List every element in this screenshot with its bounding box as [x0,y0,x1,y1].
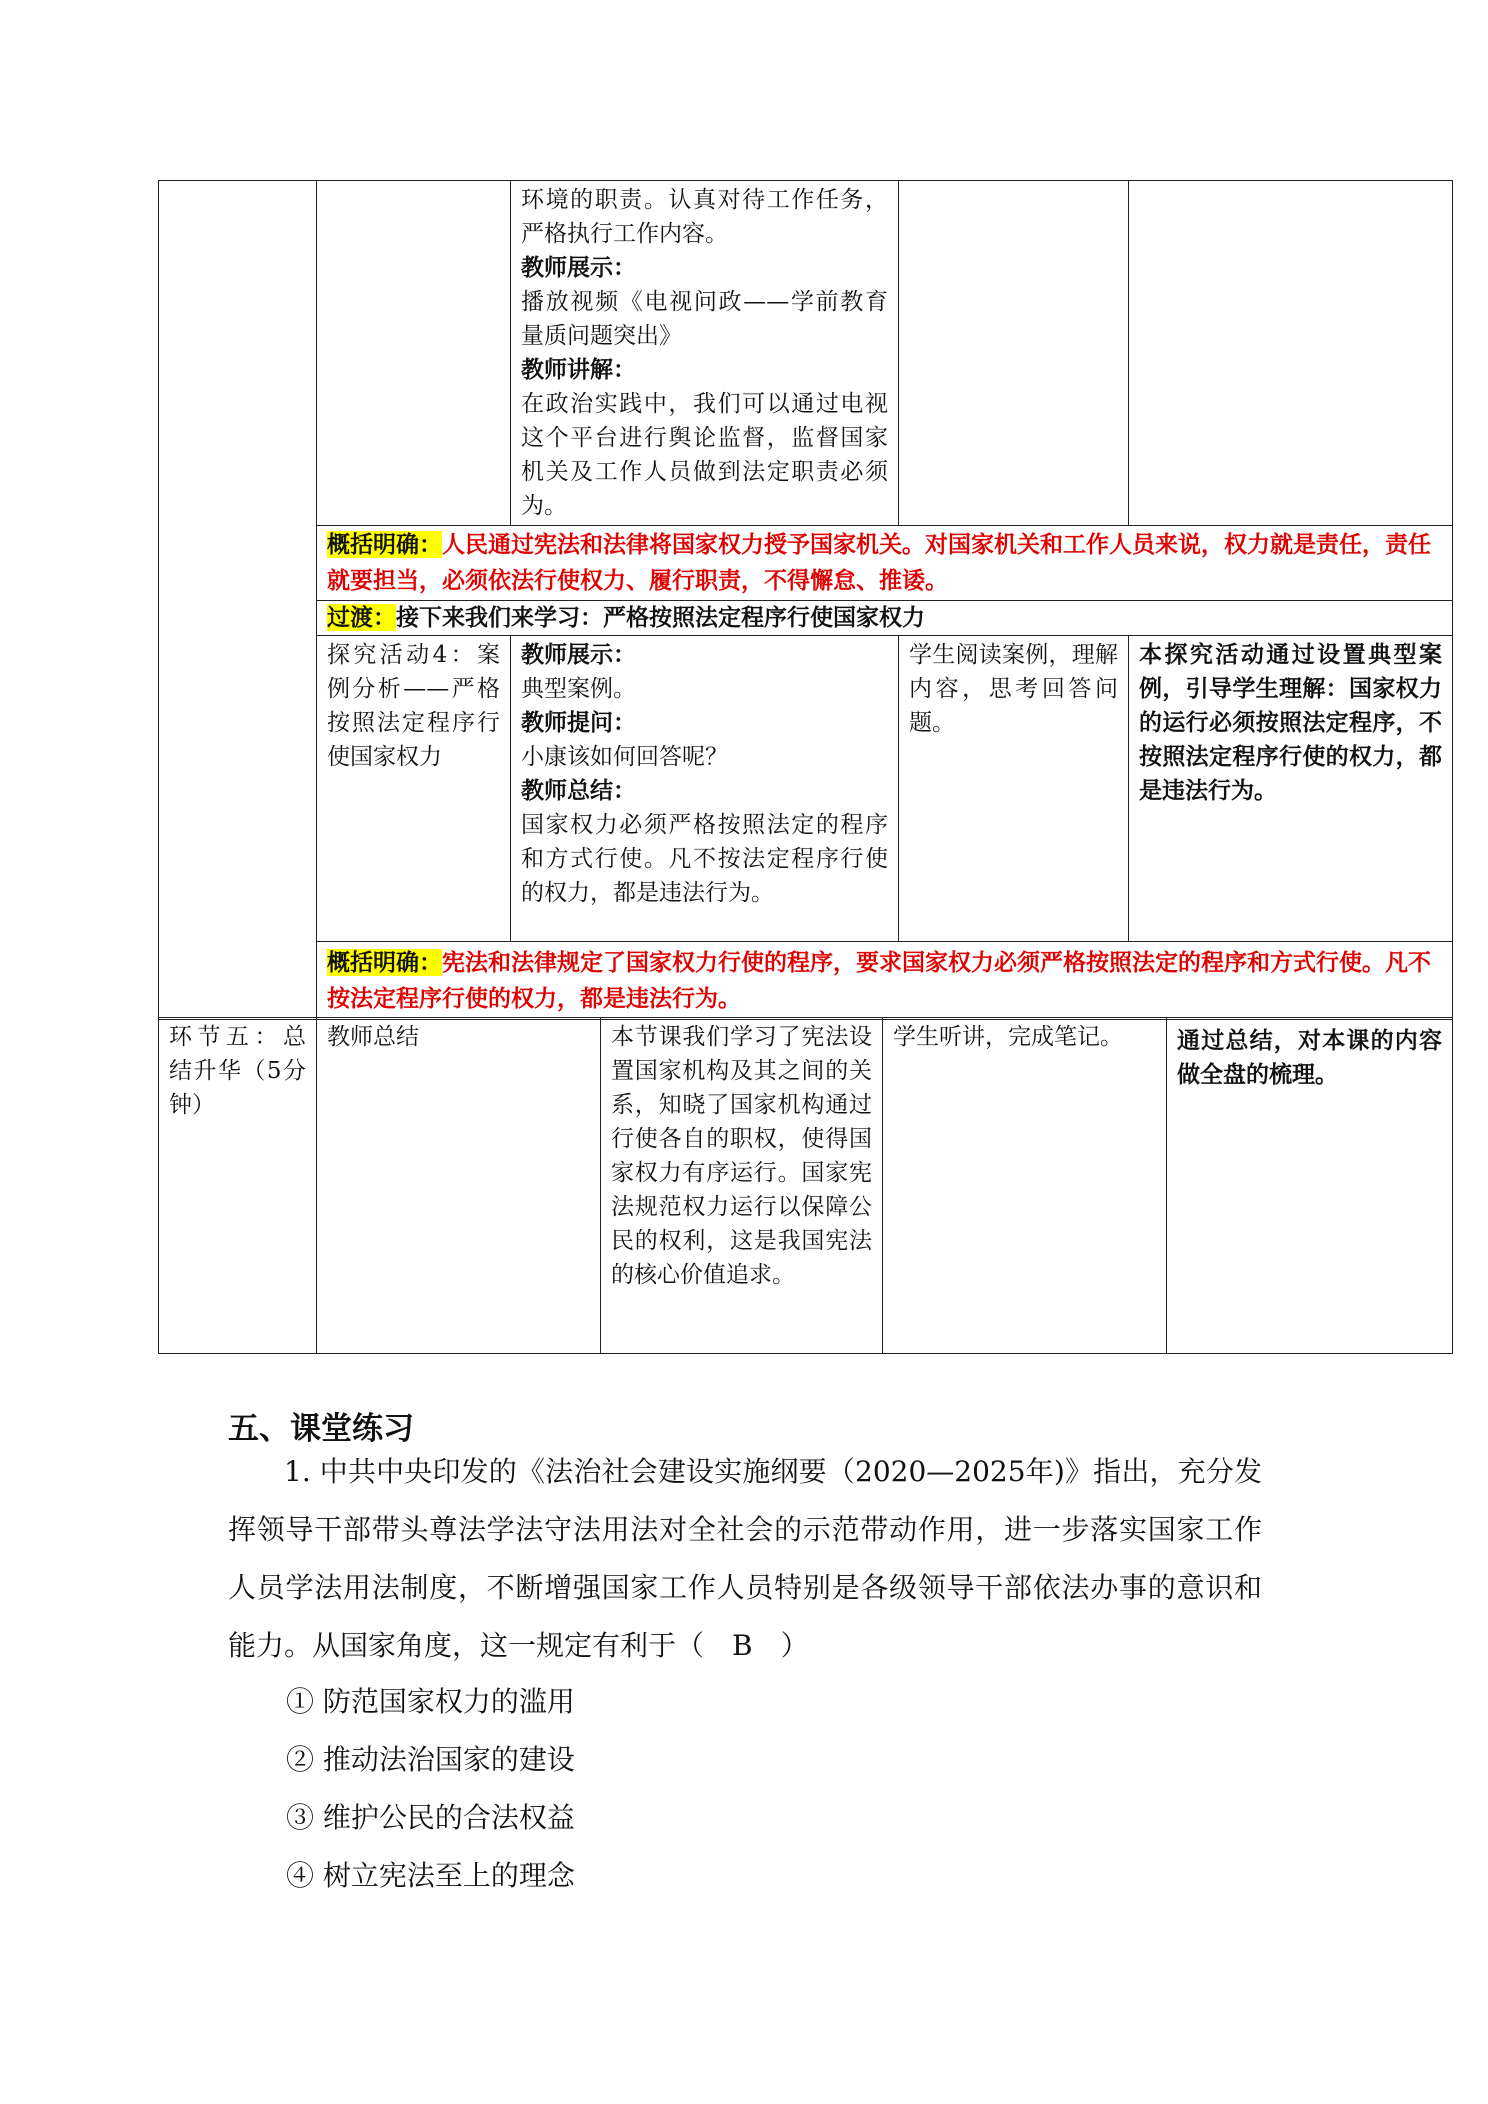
cell-text: 环境的职责。认真对待工作任务，严格执行工作内容。 [521,187,888,247]
cell-activity-name: 探究活动4：案例分析——严格按照法定程序行使国家权力 [317,636,511,942]
cell-text: 在政治实践中，我们可以通过电视这个平台进行舆论监督，监督国家机关及工作人员做到法定职责必须为。 [521,391,888,519]
cell-student-activity: 学生听讲，完成笔记。 [883,1018,1167,1354]
teacher-explain-label: 教师讲解： [521,356,636,383]
summary-row [317,942,1453,1020]
question-1: 1. 中共中央印发的《法治社会建设实施纲要（2020—2025年)》指出，充分发挥领导干部带头尊法学法守法用法对全社会的示范带动作用，进一步落实国家工作人员学法用法制度，不断增强国家工作人员特别是各级领导干部依法办事的意识和能力。从国家角度，这一规定有利于（ B ） [228,1455,1262,1662]
answer-option: ④ 树立宪法至上的理念 [286,1859,575,1892]
summary-label: 概括明确： [327,531,442,558]
teacher-show-label: 教师展示： [521,254,636,281]
teacher-show-label: 教师展示： [521,641,636,668]
cell-teacher-activity [511,636,899,942]
cell-activity-empty [317,181,511,526]
summary-label: 概括明确： [327,949,442,976]
cell-text: 小康该如何回答呢？ [521,744,728,770]
cell-student-activity: 学生阅读案例，理解内容，思考回答问题。 [899,636,1129,942]
cell-text: 国家权力必须严格按照法定的程序和方式行使。凡不按法定程序行使的权力，都是违法行为。 [521,812,888,906]
cell-activity-name: 教师总结 [317,1018,601,1354]
teacher-summary-label: 教师总结： [521,777,636,804]
transition-label: 过渡： [327,604,396,631]
cell-text: 播放视频《电视问政——学前教育量质问题突出》 [521,289,888,349]
summary-text: 宪法和法律规定了国家权力行使的程序，要求国家权力必须严格按照法定的程序和方式行使。凡不按法定程序行使的权力，都是违法行为。 [327,949,1431,1012]
cell-intent-empty [1129,181,1453,526]
answer-option: ② 推动法治国家的建设 [286,1743,575,1776]
cell-teacher-activity [511,181,899,526]
transition-text: 接下来我们来学习：严格按照法定程序行使国家权力 [396,604,925,631]
cell-teacher-activity: 本节课我们学习了宪法设置国家机构及其之间的关系，知晓了国家机构通过行使各自的职权，使得国家权力有序运行。国家宪法规范权力运行以保障公民的权利，这是我国宪法的核心价值追求。 [601,1018,883,1354]
lesson-table-summary [158,1017,1453,1354]
lesson-table-top [158,180,1453,1020]
transition-row [317,601,1453,636]
answer-option: ③ 维护公民的合法权益 [286,1801,575,1834]
teacher-question-label: 教师提问： [521,709,636,736]
cell-student-empty [899,181,1129,526]
summary-text: 人民通过宪法和法律将国家权力授予国家机关。对国家机关和工作人员来说，权力就是责任，责任就要担当，必须依法行使权力、履行职责，不得懈怠、推诿。 [327,531,1431,594]
cell-design-intent: 通过总结，对本课的内容做全盘的梳理。 [1167,1018,1453,1354]
answer-option: ① 防范国家权力的滥用 [286,1685,575,1718]
cell-stage-empty [159,181,317,1020]
cell-stage: 环节五：总结升华（5分钟） [159,1018,317,1354]
section-title: 五、课堂练习 [228,1411,414,1447]
summary-row [317,526,1453,601]
cell-text: 典型案例。 [521,676,636,702]
cell-design-intent: 本探究活动通过设置典型案例，引导学生理解：国家权力的运行必须按照法定程序，不按照法定程序行使的权力，都是违法行为。 [1129,636,1453,942]
